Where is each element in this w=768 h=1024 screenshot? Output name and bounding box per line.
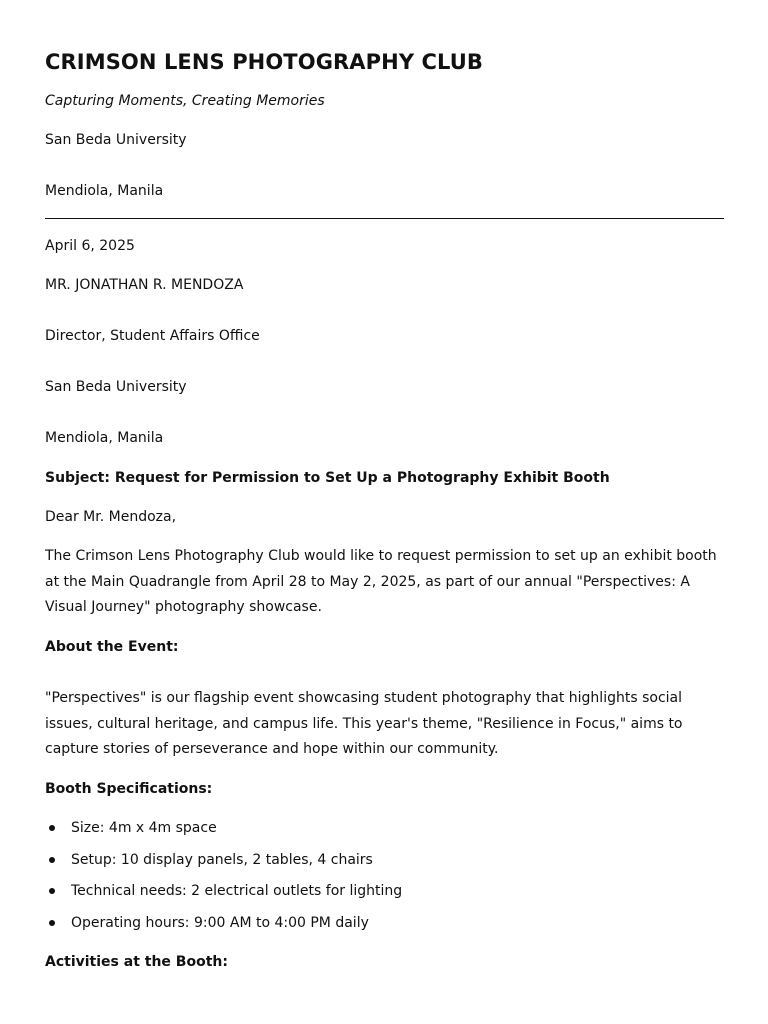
org-address-line2: Mendiola, Manila <box>45 183 164 199</box>
letter-subject: Subject: Request for Permission to Set Up a Photography Exhibit Booth <box>45 470 610 486</box>
recipient-title: Director, Student Affairs Office <box>45 328 260 344</box>
letterhead-divider <box>45 218 724 219</box>
booth-spec-hours: Operating hours: 9:00 AM to 4:00 PM daily <box>71 915 369 931</box>
booth-heading: Booth Specifications: <box>45 781 213 797</box>
bullet-icon <box>49 920 55 926</box>
bullet-icon <box>49 888 55 894</box>
letter-salutation: Dear Mr. Mendoza, <box>45 509 177 525</box>
booth-spec-setup: Setup: 10 display panels, 2 tables, 4 chairs <box>71 852 373 868</box>
recipient-city: Mendiola, Manila <box>45 430 164 446</box>
intro-paragraph: The Crimson Lens Photography Club would like to request permission to set up an exhibit booth at the Main Quadrangle from April 28 to May 2, 2025, as part of our annual "Perspectives: A Visual Journey" photography showcase. <box>45 548 717 615</box>
bullet-icon <box>49 857 55 863</box>
about-heading: About the Event: <box>45 639 179 655</box>
about-paragraph: "Perspectives" is our flagship event showcasing student photography that highlights social issues, cultural heritage, and campus life. This year's theme, "Resilience in Focus," aims to capture stories of perseverance and hope within our community. <box>45 690 683 757</box>
letter-date: April 6, 2025 <box>45 238 135 254</box>
org-tagline: Capturing Moments, Creating Memories <box>45 93 325 109</box>
activities-heading: Activities at the Booth: <box>45 954 228 970</box>
booth-spec-size: Size: 4m x 4m space <box>71 820 217 836</box>
recipient-name: MR. JONATHAN R. MENDOZA <box>45 277 244 293</box>
recipient-institution: San Beda University <box>45 379 187 395</box>
org-address-line1: San Beda University <box>45 132 187 148</box>
booth-spec-technical: Technical needs: 2 electrical outlets for lighting <box>71 883 403 899</box>
bullet-icon <box>49 825 55 831</box>
org-name: CRIMSON LENS PHOTOGRAPHY CLUB <box>45 50 484 74</box>
